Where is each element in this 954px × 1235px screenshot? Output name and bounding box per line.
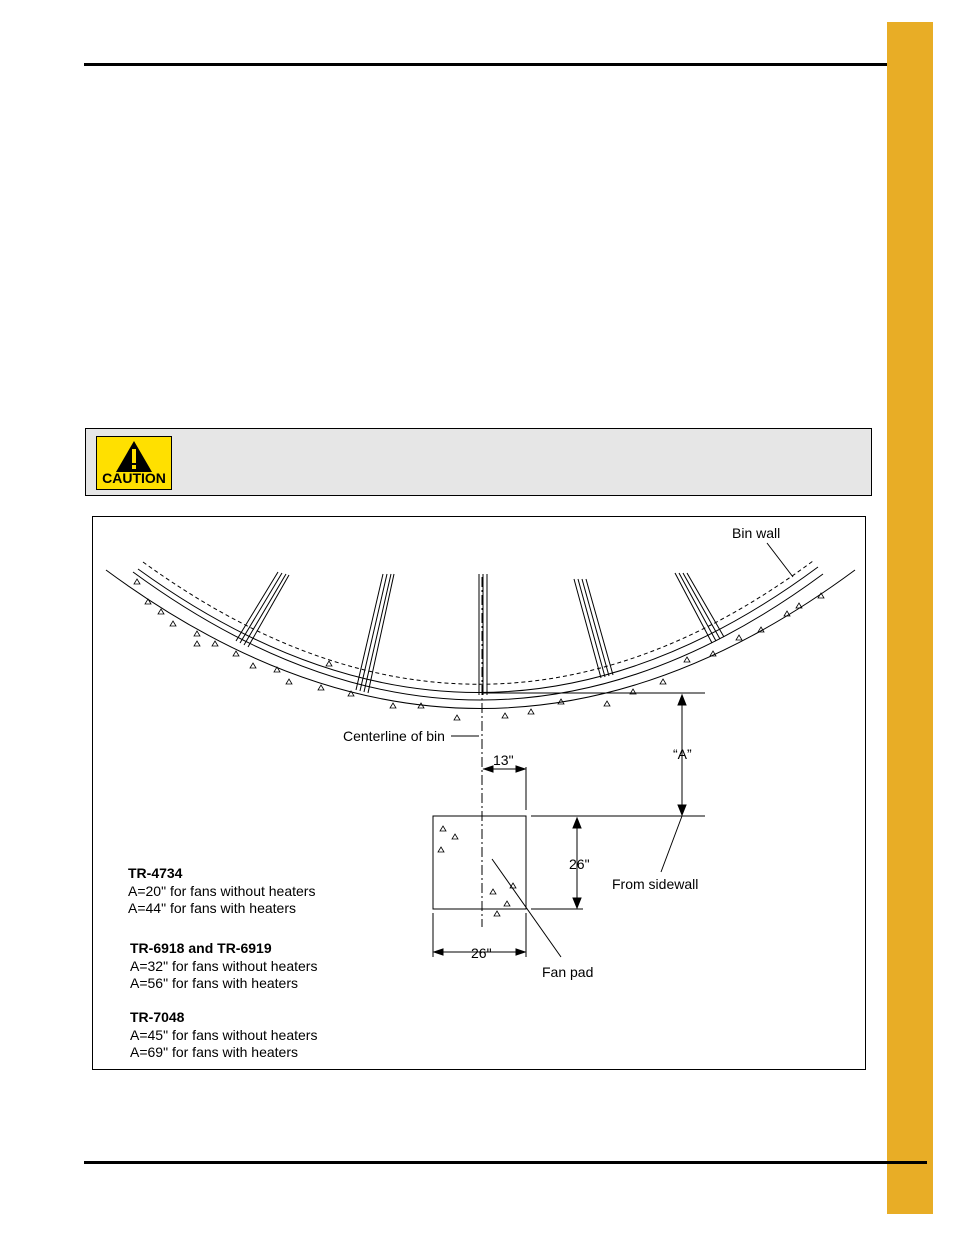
footer-rule [84,1161,927,1164]
bin-wall-label: Bin wall [732,525,781,541]
caution-text: CAUTION [102,470,166,486]
dim-26-vertical-label: 26" [569,856,590,872]
spec-line: A=69" for fans with heaters [130,1044,299,1060]
caution-box [85,428,872,496]
dim-a-label: “A” [673,746,692,762]
fan-pad-diagram [92,516,866,1070]
centerline-label: Centerline of bin [343,728,445,744]
header-rule [84,63,927,66]
side-tab [887,22,933,1214]
from-sidewall-label: From sidewall [612,876,699,892]
spec-model: TR-4734 [128,865,183,881]
spec-list [128,865,317,1060]
diagram-svg [93,517,867,1071]
spec-line: A=44" for fans with heaters [128,900,297,916]
dim-13-label: 13" [493,752,514,768]
fan-pad-label: Fan pad [542,964,594,980]
dim-26-horizontal-label: 26" [471,945,492,961]
spec-model: TR-6918 and TR-6919 [130,940,272,956]
spec-model: TR-7048 [130,1009,185,1025]
spec-line: A=45" for fans without heaters [130,1027,318,1043]
spec-line: A=56" for fans with heaters [130,975,299,991]
warning-triangle-icon [115,440,153,474]
spec-line: A=20" for fans without heaters [128,883,316,899]
caution-label [96,436,172,490]
stiffener-group [236,572,289,647]
spec-line: A=32" for fans without heaters [130,958,318,974]
